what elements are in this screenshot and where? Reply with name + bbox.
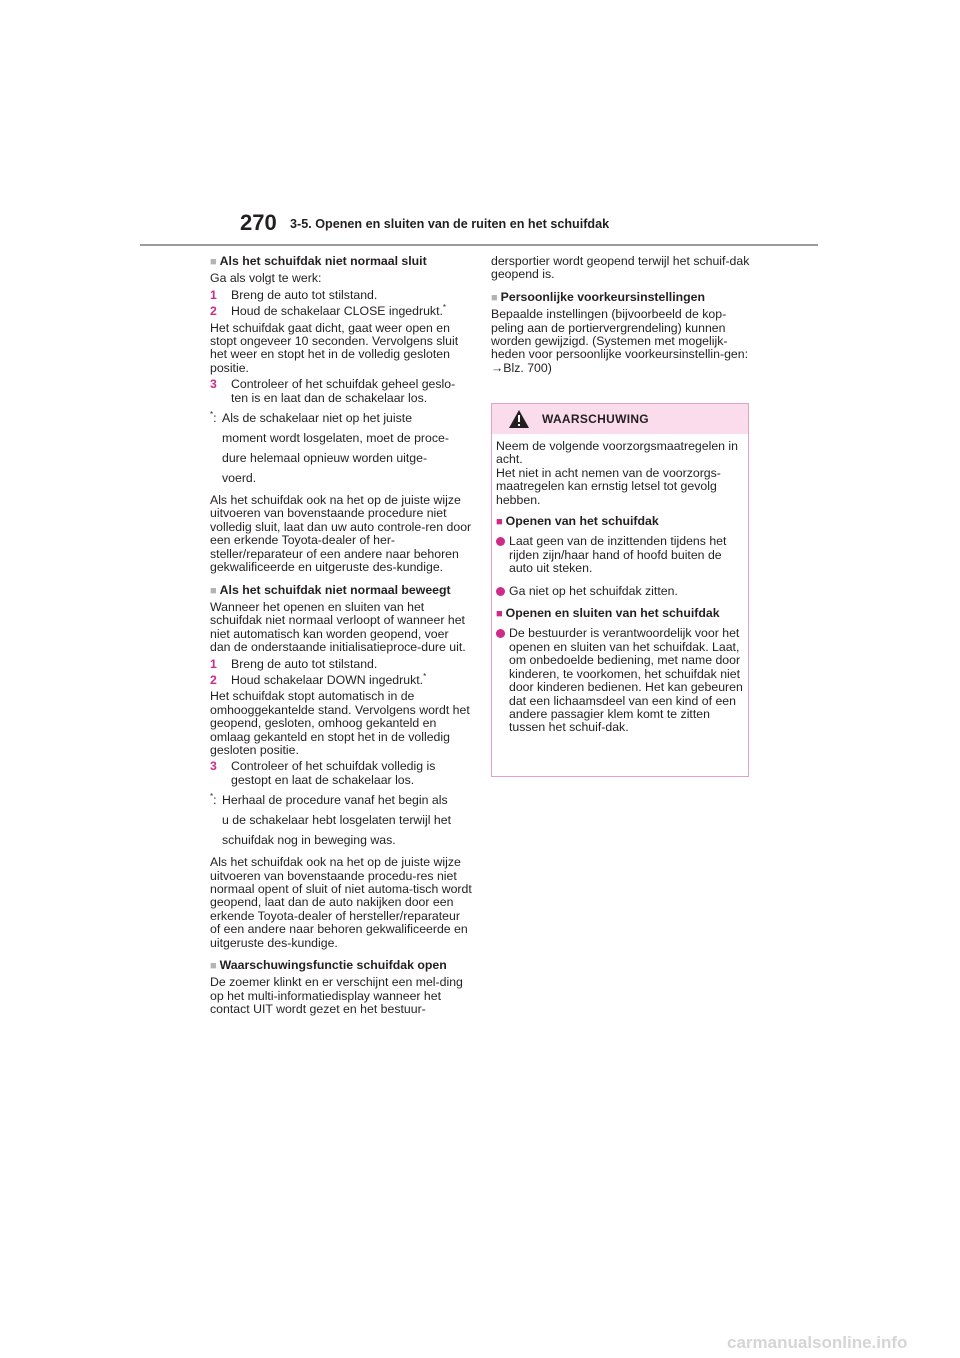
section-heading [491,291,753,305]
list-item [496,627,744,734]
step-number: 1 [210,656,217,671]
paragraph: Wanneer het openen en sluiten van het schuifdak niet normaal verloopt of wanneer het niet automatisch kan worden geopend, voer dan de onderstaande initialisatieproce-dure uit. [210,599,466,655]
footnote-line: Herhaal de procedure vanaf het begin als [222,793,448,808]
section-heading-text: Als het schuifdak niet normaal beweegt [219,582,451,597]
step-item [210,378,472,405]
warning-header [492,404,748,434]
warning-intro: Neem de volgende voorzorgsmaatregelen in acht. [496,439,738,467]
section-heading-text: Persoonlijke voorkeursinstellingen [500,289,705,304]
paragraph: Het schuifdak gaat dicht, gaat weer open en stopt ongeveer 10 seconden. Vervolgens sluit het weer en stopt het in de volledig gesloten positie. [210,320,459,375]
step-item [210,289,472,302]
footnote [210,408,472,488]
right-column [491,255,753,378]
watermark-logo [727,1330,952,1354]
paragraph-text: Bepaalde instellingen (bijvoorbeeld de kop-peling aan de portiervergrendeling) kunnen worden gewijzigd. (Systemen met mogelijk-heden voor persoonlijke voorkeursinstellin-gen: [491,307,749,362]
square-bullet-icon: ■ [210,584,217,597]
step-text: Breng de auto tot stilstand. [231,287,378,302]
step-item [210,760,472,787]
footnote-line: Als de schakelaar niet op het juiste [222,411,413,426]
list-item-text: De bestuurder is verantwoordelijk voor het openen en sluiten van het schuifdak. Laat, om onbedoelde bediening, met name door kinderen, te voorkomen, het schuifdak niet door kinderen bedienen. Het kan gebeuren dat een lichaamsdeel van een kind of een andere passagier klem komt te zitten tussen het schuif-dak. [509,626,743,735]
list-item [496,585,744,598]
square-bullet-icon: ■ [496,516,503,529]
step-number: 1 [210,287,217,302]
list-item [496,535,744,575]
arrow-icon: → [491,360,504,375]
footnote-colon: : [213,411,217,426]
footnote-mark [210,787,217,810]
footnote-star: * [442,303,447,313]
step-item [210,658,472,671]
page-number: 270 [240,210,277,235]
warning-title: WAARSCHUWING [542,412,649,426]
warning-triangle-icon [508,409,530,429]
warning-subheading-text: Openen en sluiten van het schuifdak [505,606,720,621]
round-bullet-icon [496,587,505,596]
square-bullet-icon: ■ [210,960,217,973]
footnote-line: voerd. [222,471,257,486]
list-item-text: Laat geen van de inzittenden tijdens het rijden zijn/haar hand of hoofd buiten de auto uit steken. [509,534,727,576]
step-text: Breng de auto tot stilstand. [231,656,378,671]
left-column [210,255,472,1020]
paragraph: De zoemer klinkt en er verschijnt een mel-ding op het multi-informatiedisplay wanneer het contact UIT wordt gezet en het bestuur- [210,975,463,1017]
header-rule [140,244,818,246]
paragraph: Het schuifdak stopt automatisch in de omhooggekantelde stand. Vervolgens wordt het geopend, gesloten, omhoog gekanteld en omlaag gekanteld en stopt het in de volledig gesloten positie. [210,689,470,757]
step-text: Controleer of het schuifdak volledig is gestopt en laat de schakelaar los. [231,759,436,787]
warning-subheading [496,607,744,621]
section-heading [210,584,472,598]
warning-box [491,403,749,777]
footnote [210,790,472,850]
footnote-line: dure helemaal opnieuw worden uitge- [222,451,428,466]
paragraph: dersportier wordt geopend terwijl het schuif-dak geopend is. [491,254,750,282]
round-bullet-icon [496,629,505,638]
watermark-text: carmanualsonline.info [727,1333,908,1352]
footnote-line: schuifdak nog in beweging was. [222,833,396,848]
square-bullet-icon: ■ [496,608,503,621]
footnote-line: u de schakelaar hebt losgelaten terwijl het [222,813,451,828]
step-text: Controleer of het schuifdak geheel geslo-ten is en laat dan de schakelaar los. [231,377,456,405]
footnote-colon: : [213,793,217,808]
square-bullet-icon: ■ [210,256,217,268]
section-heading [210,959,472,973]
section-heading-text: Waarschuwingsfunctie schuifdak open [219,958,447,973]
step-text: Houd de schakelaar CLOSE ingedrukt. [231,304,443,319]
list-item-text: Ga niet op het schuifdak zitten. [509,583,678,598]
warning-intro: Het niet in acht nemen van de voorzorgs-maatregelen kan ernstig letsel tot gevolg hebben. [496,465,721,507]
page-reference-link[interactable]: Blz. 700) [503,360,552,375]
footnote-star: * [423,671,427,681]
step-number: 2 [210,304,217,319]
step-number: 3 [210,759,217,774]
section-heading-text: Als het schuifdak niet normaal sluit [219,254,427,268]
warning-subheading [496,515,744,529]
chapter-title: 3-5. Openen en sluiten van de ruiten en het schuifdak [290,217,610,231]
step-item [210,305,472,318]
warning-body [492,434,748,735]
square-bullet-icon: ■ [491,291,498,304]
paragraph [491,308,753,375]
warning-subheading-text: Openen van het schuifdak [505,514,659,529]
step-number: 3 [210,377,217,392]
step-number: 2 [210,672,217,687]
paragraph: Als het schuifdak ook na het op de juiste wijze uitvoeren van bovenstaande procedu-res niet normaal opent of sluit of niet automa-tisch wordt geopend, laat dan de auto nakijken door een erkende Toyota-dealer of hersteller/reparateur of een andere naar behoren gekwalificeerde en uitgeruste des-kundige. [210,855,472,950]
footnote-star: * [210,792,214,802]
paragraph: Als het schuifdak ook na het op de juiste wijze uitvoeren van bovenstaande procedure niet volledig sluit, laat dan uw auto controle-ren door een erkende Toyota-dealer of her-steller/reparateur of een andere naar behoren gekwalificeerde en uitgeruste des-kundige. [210,493,472,575]
section-heading [210,255,472,269]
section-intro: Ga als volgt te werk: [210,271,322,286]
footnote-mark [210,405,217,428]
round-bullet-icon [496,537,505,546]
footnote-star: * [210,410,214,420]
step-item [210,671,472,687]
step-text: Houd schakelaar DOWN ingedrukt. [231,672,424,687]
footnote-line: moment wordt losgelaten, moet de proce- [222,431,449,446]
